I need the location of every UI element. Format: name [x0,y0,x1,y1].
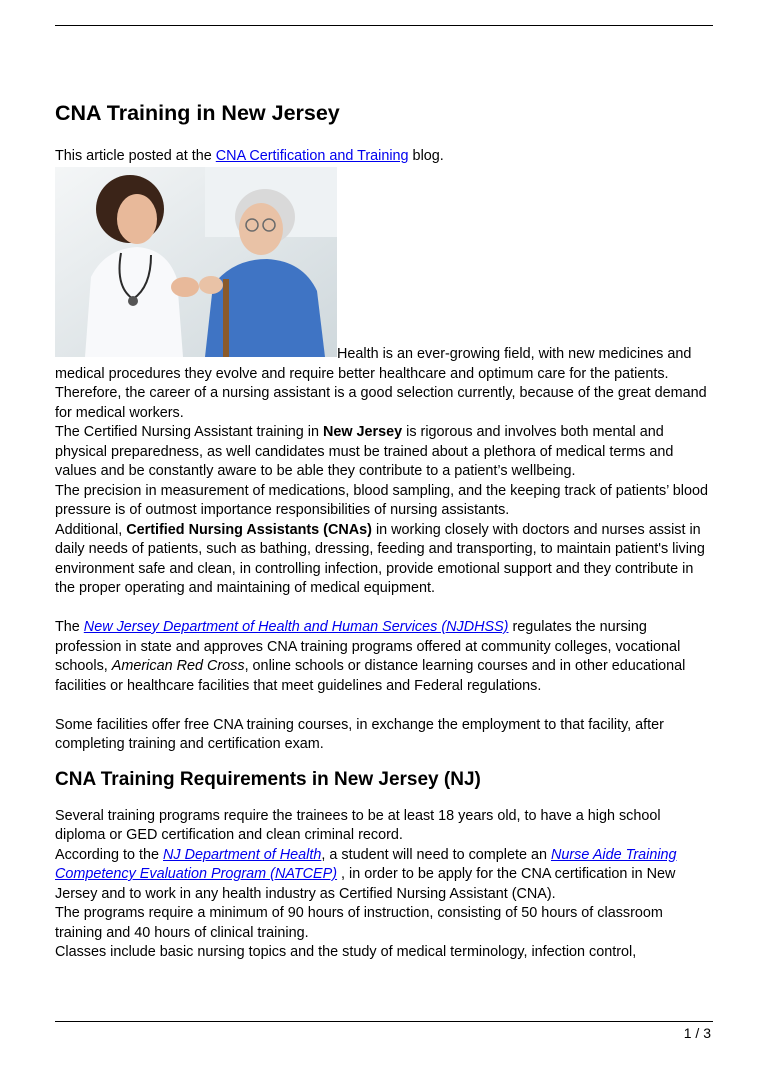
paragraph-8-c: , in order to be apply for the CNA certification in New Jersey and to work in any health industry as Certified Nursing Assistant (CNA). [55,866,676,902]
paragraph-1 [55,345,713,423]
paragraph-2-c: is rigorous and involves both mental and physical preparedness, as well candidates must be trained about a plethora of medical terms and values and be constantly aware to be able they contribute to a patient’s wellbeing. [55,424,674,479]
page-number: 1 / 3 [683,1025,711,1041]
paragraph-2-a: The Certified Nursing Assistant training in [55,424,323,440]
nj-department-of-health-link[interactable]: NJ Department of Health [163,846,322,863]
spacer [55,696,713,716]
paragraph-3: The precision in measurement of medications, blood sampling, and the keeping track of patients’ blood pressure is of outmost importance responsibilities of nursing assistants. [55,482,709,518]
paragraph-8-a: According to the [55,846,163,863]
spacer [55,599,713,619]
njdhss-link[interactable]: New Jersey Department of Health and Human Services (NJDHSS) [83,619,509,635]
article-body [55,345,713,963]
paragraph-4-c: in working closely with doctors and nurses assist in daily needs of patients, such as bathing, dressing, feeding and transporting, to maintain patient's living environment safe and clean, in controlling infection, provide emotional support and they contribute in the proper operating and maintaining of medical equipment. [55,521,705,596]
paragraph-4 [55,521,713,599]
spacer [55,755,713,767]
natcep-link[interactable]: Nurse Aide Training Competency Evaluation Program (NATCEP) [55,846,677,882]
paragraph-5-b: regulates the nursing profession in state and approves CNA training programs offered at community colleges, vocational schools, [55,619,681,674]
paragraph-6: Some facilities offer free CNA training courses, in exchange the employment to that facility, after completing training and certification exam. [55,716,664,752]
page-title: CNA Training in New Jersey [55,101,340,125]
footer-rule [55,1021,713,1022]
paragraph-5-d: , online schools or distance learning courses and in other educational facilities or healthcare facilities that meet guidelines and Federal regulations. [55,658,686,694]
paragraph-9: The programs require a minimum of 90 hours of instruction, consisting of 50 hours of classroom training and 40 hours of clinical training. [55,905,663,941]
spacer [55,793,713,807]
paragraph-1-rest: and medical procedures they evolve and require better healthcare and optimum care for the patients. Therefore, the career of a nursing assistant is a good selection currently, because of the great demand for medical workers. [55,346,707,421]
cna-certification-link[interactable]: CNA Certification and Training [215,148,409,164]
cnas-bold: Certified Nursing Assistants (CNAs) [126,521,372,538]
new-jersey-bold: New Jersey [322,424,403,440]
nurse-and-patient-photo [55,167,337,357]
section-heading: CNA Training Requirements in New Jersey (NJ) [55,768,481,790]
document-body [55,100,713,167]
intro-suffix: blog. [408,148,444,164]
paragraph-8 [55,846,713,905]
intro-prefix: This article posted at the [55,148,216,164]
paragraph-1-lead: Health is an ever-growing field, with new medicines [337,346,664,362]
intro-paragraph [55,147,713,167]
paragraph-7: Several training programs require the trainees to be at least 18 years old, to have a high school diploma or GED certification and clean criminal record. [55,807,661,843]
paragraph-5 [55,618,713,696]
paragraph-5-a: The [55,619,84,635]
paragraph-10: Classes include basic nursing topics and the study of medical terminology, infection control, [55,944,637,960]
paragraph-2 [55,423,713,482]
paragraph-8-b: , a student will need to complete an [321,846,551,863]
header-rule [55,25,713,26]
paragraph-4-a: Additional, [55,521,127,538]
american-red-cross-italic: American Red Cross [111,658,245,674]
